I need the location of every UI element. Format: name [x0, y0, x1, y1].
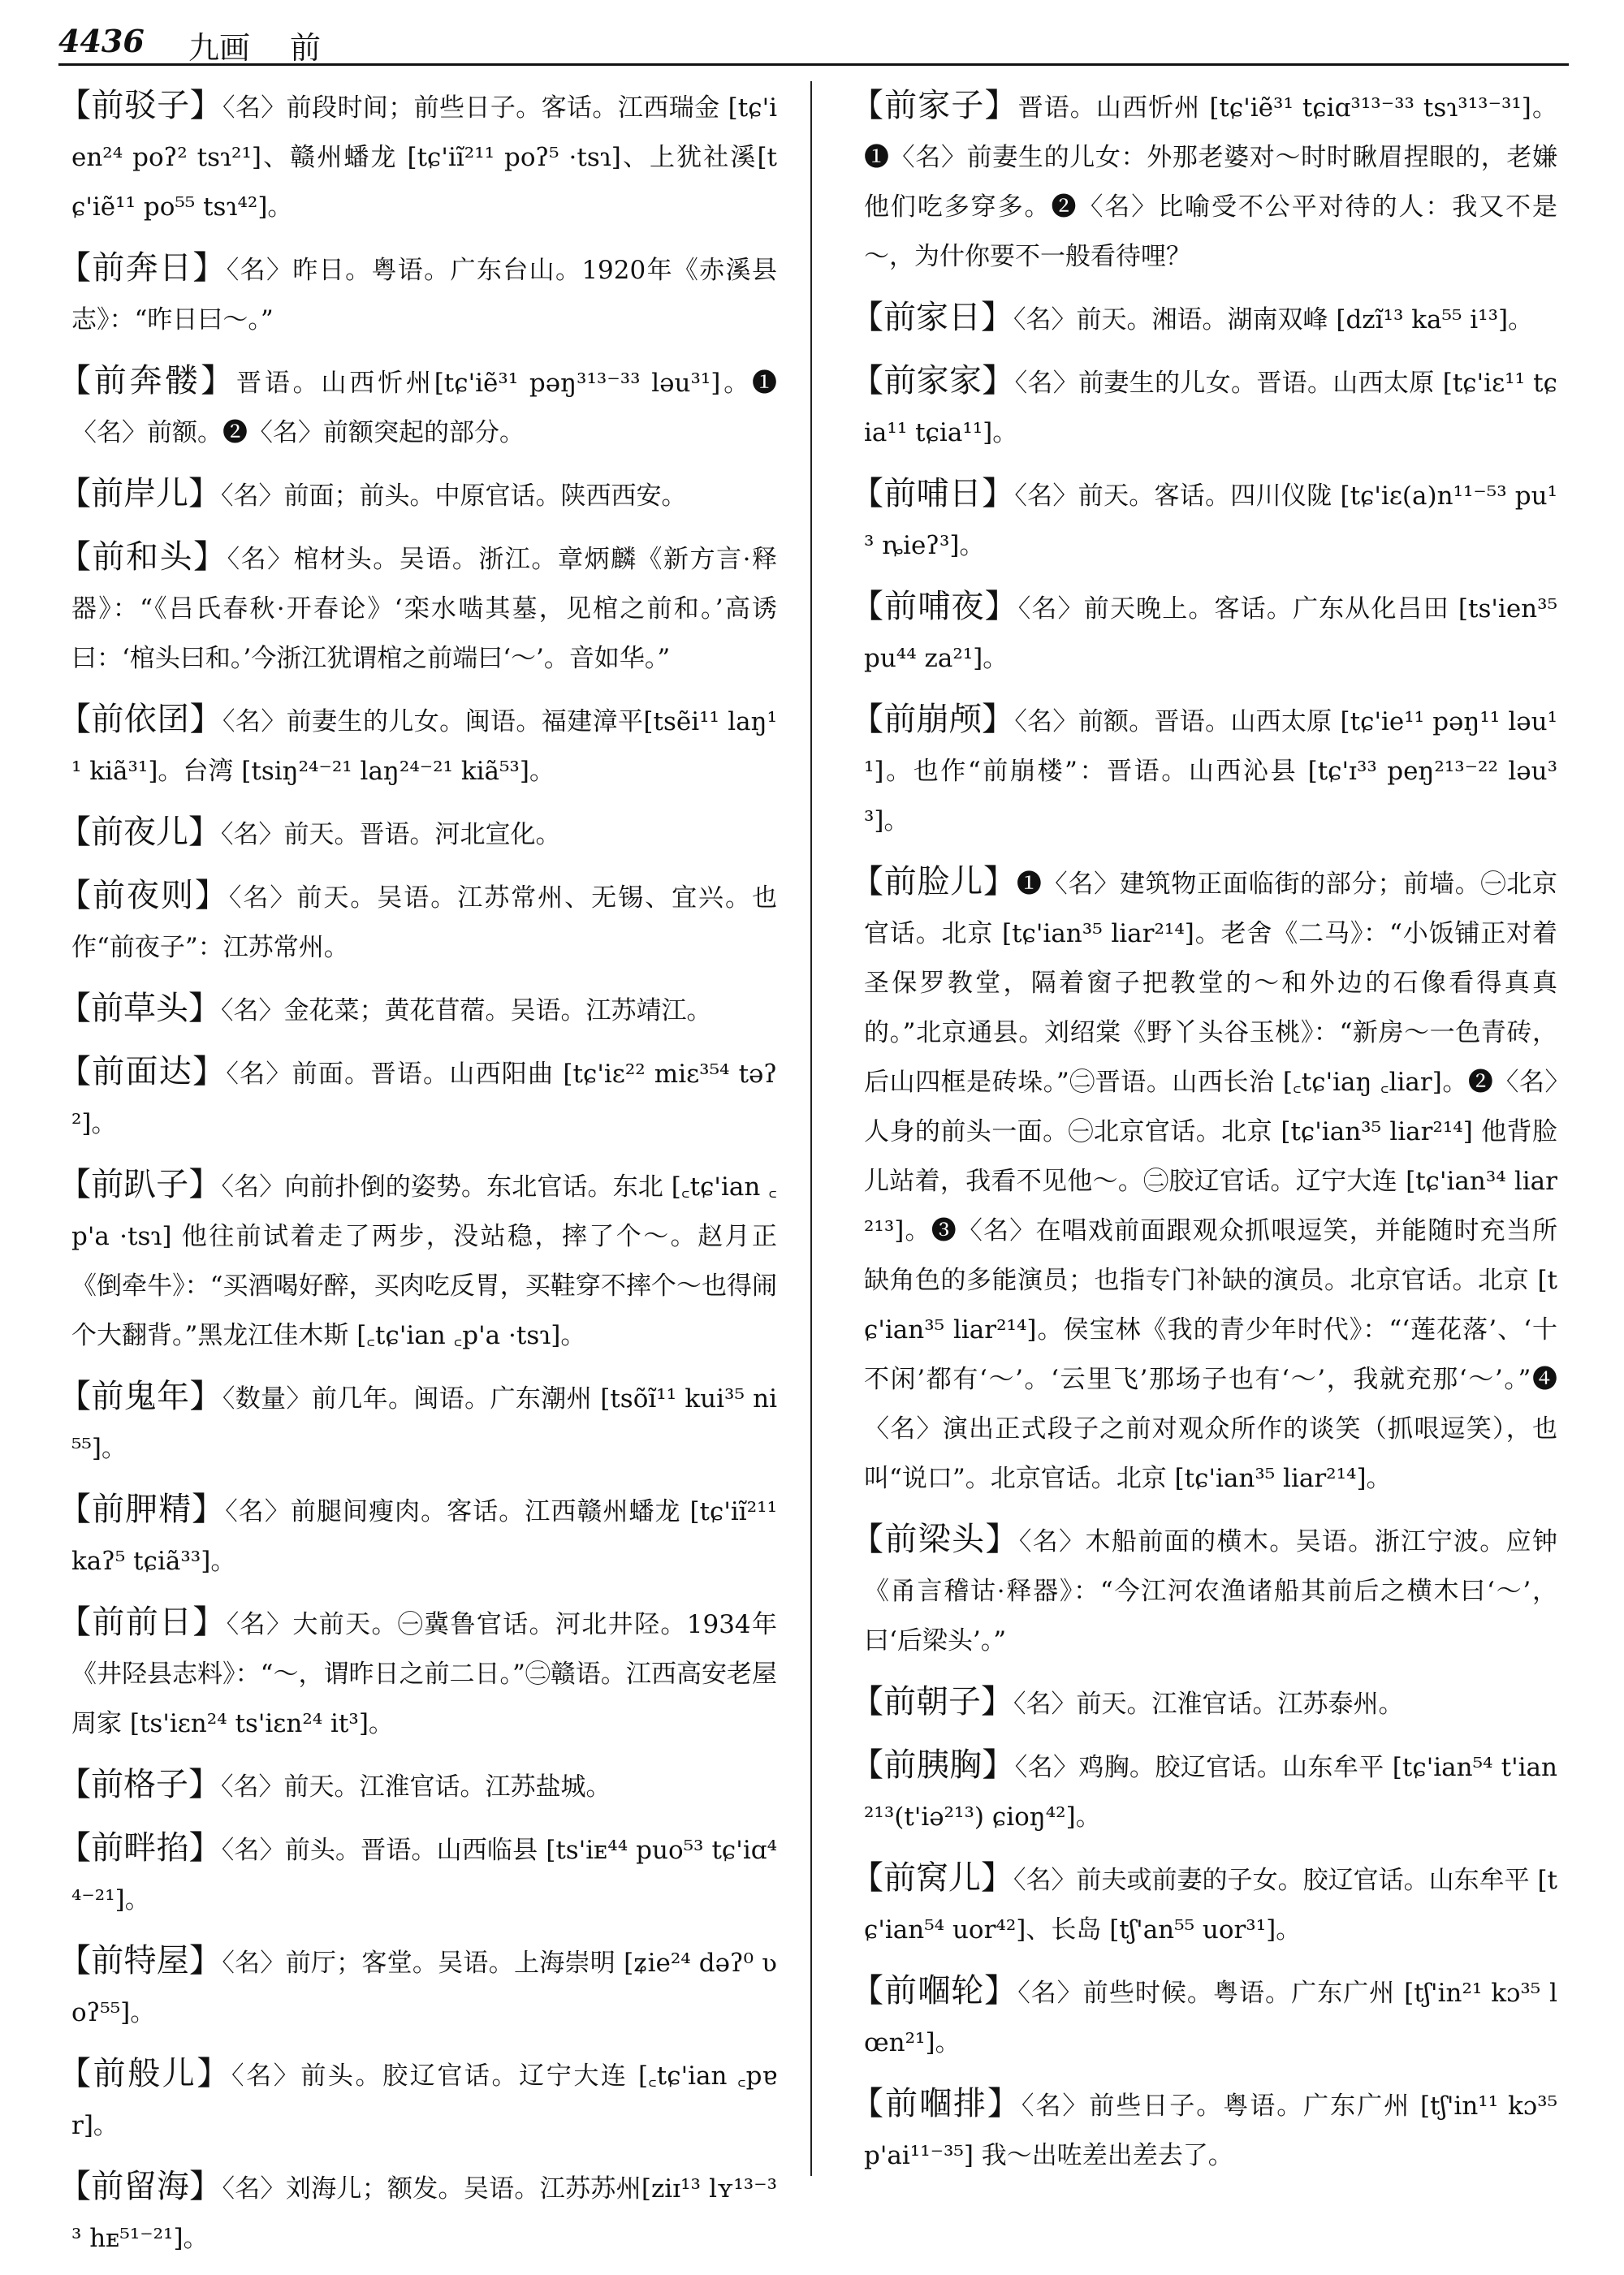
- dictionary-entry: [58, 1760, 777, 1812]
- dictionary-entry: [58, 1372, 777, 1474]
- dictionary-entry: [58, 808, 777, 860]
- entry-definition: 〈名〉前天晚上。客话。广东从化吕田 [ts'ien³⁵ pu⁴⁴ za²¹]。: [864, 594, 1557, 673]
- entry-headword: 【前奔髅】: [58, 362, 237, 399]
- dictionary-entry: [58, 1936, 777, 2038]
- entry-definition: 〈名〉前天。晋语。河北宣化。: [221, 820, 561, 849]
- header-character: 前: [290, 30, 322, 66]
- page-number: 4436: [58, 23, 145, 59]
- entry-headword: 【前岸儿】: [58, 475, 221, 512]
- dictionary-entry: [58, 1160, 777, 1361]
- entry-definition: 〈名〉前面；前头。中原官话。陕西西安。: [221, 481, 687, 511]
- entry-definition: 〈名〉鸡胸。胶辽官话。山东牟平 [tɕ'ian⁵⁴ t'ian²¹³(t'iə²¹³) ɕioŋ⁴²]。: [864, 1753, 1558, 1832]
- entry-definition: 〈名〉前天。吴语。江苏常州、无锡、宜兴。也作“前夜子”：江苏常州。: [71, 883, 778, 962]
- entry-headword: 【前嗰轮】: [851, 1972, 1018, 2010]
- dictionary-entry: [58, 356, 777, 458]
- dictionary-entry: [58, 1598, 777, 1749]
- dictionary-entry: [851, 1515, 1557, 1666]
- dictionary-entry: [851, 1677, 1557, 1729]
- dictionary-entry: [58, 871, 777, 973]
- entry-definition: 〈名〉前头。晋语。山西临县 [ts'iᴇ⁴⁴ puo⁵³ tɕ'iɑ⁴⁴⁻²¹]。: [71, 1836, 777, 1915]
- entry-headword: 【前哺夜】: [851, 588, 1018, 625]
- entry-definition: 〈名〉前腿间瘦肉。客话。江西赣州蟠龙 [tɕ'iĩ²¹¹ kaʔ⁵ tɕiã³³]。: [71, 1497, 777, 1576]
- entry-headword: 【前依囝】: [58, 701, 223, 738]
- entry-definition: 〈名〉金花菜；黄花苜蓿。吴语。江苏靖江。: [221, 996, 712, 1025]
- entry-headword: 【前胛精】: [58, 1491, 226, 1528]
- entry-headword: 【前留海】: [58, 2168, 222, 2205]
- dictionary-entry: [851, 695, 1557, 846]
- entry-headword: 【前和头】: [58, 538, 227, 576]
- entry-headword: 【前格子】: [58, 1766, 221, 1803]
- dictionary-entry: [58, 984, 777, 1036]
- section-title: 九画: [188, 30, 251, 66]
- dictionary-entry: [851, 582, 1557, 684]
- entry-headword: 【前家日】: [851, 299, 1013, 336]
- entry-headword: 【前夜儿】: [58, 814, 221, 851]
- dictionary-entry: [58, 244, 777, 345]
- entry-definition: 〈名〉棺材头。吴语。浙江。章炳麟《新方言·释器》：“《吕氏春秋·开春论》‘栾水啮其墓，见棺之前和。’高诱曰：‘棺头曰和。’今浙江犹谓棺之前端曰‘～’。音如华。”: [71, 545, 777, 673]
- entry-headword: 【前特屋】: [58, 1942, 222, 1979]
- entry-headword: 【前窝儿】: [851, 1859, 1014, 1897]
- entry-definition: 〈名〉前妻生的儿女。晋语。山西太原 [tɕ'iɛ¹¹ tɕia¹¹ tɕia¹¹]。: [864, 369, 1557, 447]
- dictionary-entry: [58, 1485, 777, 1586]
- entry-definition: 〈名〉前额。晋语。山西太原 [tɕ'ie¹¹ pəŋ¹¹ ləu¹¹]。也作“前崩楼”：晋语。山西沁县 [tɕ'ɪ³³ peŋ²¹³⁻²² ləu³³]。: [864, 707, 1558, 835]
- dictionary-entry: [851, 857, 1557, 1504]
- dictionary-entry: [851, 293, 1557, 345]
- entry-headword: 【前驳子】: [58, 87, 222, 124]
- dictionary-entry: [58, 81, 777, 232]
- entry-headword: 【前脸儿】: [851, 863, 1017, 900]
- entry-definition: 〈名〉前天。江淮官话。江苏盐城。: [221, 1772, 611, 1802]
- entry-definition: 〈名〉昨日。粤语。广东台山。1920年《赤溪县志》：“昨日曰～。”: [71, 256, 778, 335]
- entry-headword: 【前趴子】: [58, 1166, 222, 1203]
- entry-definition: 晋语。山西忻州 [tɕ'iẽ³¹ tɕiɑ³¹³⁻³³ tsɿ³¹³⁻³¹]。❶〈名〉前妻生的儿女：外那老婆对～时时瞅眉捏眼的，老嫌他们吃多穿多。❷〈名〉比喻受不公平对待的人：我又不是～，为什你要不一般看待哩？: [864, 93, 1558, 271]
- entry-headword: 【前畔掐】: [58, 1829, 222, 1867]
- dictionary-entry: [851, 1966, 1557, 2068]
- dictionary-entry: [851, 1741, 1557, 1842]
- entry-headword: 【前哺日】: [851, 475, 1015, 512]
- dictionary-entry: [58, 469, 777, 521]
- page-header: [58, 16, 1569, 66]
- dictionary-entry: [58, 695, 777, 796]
- entry-definition: 〈名〉向前扑倒的姿势。东北官话。东北 [꜀tɕ'ian ꜀p'a ·tsɿ] 他往前试着走了两步，没站稳，摔了个～。赵月正《倒牵牛》：“买酒喝好醉，买肉吃反胃，买鞋穿不摔个～也得闹个大翻背。”黑龙江佳木斯 [꜀tɕ'ian ꜀p'a ·tsɿ]。: [71, 1172, 777, 1350]
- entry-definition: 〈数量〉前几年。闽语。广东潮州 [tsõĩ¹¹ kui³⁵ ni⁵⁵]。: [71, 1384, 778, 1463]
- column-divider: [810, 81, 812, 2176]
- entry-definition: 〈名〉前些日子。粤语。广东广州 [tʃ'in¹¹ kɔ³⁵ p'ai¹¹⁻³⁵] 我～出咗差出差去了。: [864, 2092, 1557, 2170]
- entry-headword: 【前奔日】: [58, 249, 227, 287]
- dictionary-entry: [851, 81, 1557, 282]
- dictionary-entry: [851, 356, 1557, 458]
- entry-definition: 〈名〉前天。江淮官话。江苏泰州。: [1013, 1690, 1404, 1719]
- entry-definition: 〈名〉刘海儿；额发。吴语。江苏苏州[ziɪ¹³ lʏ¹³⁻³³ hᴇ⁵¹⁻²¹]。: [71, 2174, 777, 2253]
- entry-headword: 【前夜则】: [58, 877, 229, 914]
- entry-definition: 〈名〉前面。晋语。山西阳曲 [tɕ'iɛ²² miɛ³⁵⁴ təʔ²]。: [71, 1060, 778, 1138]
- entry-headword: 【前嗰排】: [851, 2085, 1021, 2122]
- entry-headword: 【前梁头】: [851, 1521, 1019, 1558]
- dictionary-entry: [58, 2049, 777, 2151]
- entry-headword: 【前般儿】: [58, 2055, 232, 2092]
- entry-headword: 【前前日】: [58, 1604, 227, 1641]
- entry-definition: 〈名〉前天。客话。四川仪陇 [tɕ'iɛ(a)n¹¹⁻⁵³ pu¹³ ȵieʔ³]。: [864, 481, 1557, 560]
- dictionary-entry: [851, 2079, 1557, 2181]
- entry-definition: 〈名〉前段时间；前些日子。客话。江西瑞金 [tɕ'ien²⁴ poʔ² tsɿ²¹]、赣州蟠龙 [tɕ'iĩ²¹¹ poʔ⁵ ·tsɿ]、上犹社溪[tɕ'iẽ¹¹ po⁵⁵ tsɿ⁴²]。: [71, 93, 778, 222]
- entry-definition: 〈名〉大前天。㊀冀鲁官话。河北井陉。1934年《井陉县志料》：“～，谓昨日之前二日。”㊁赣语。江西高安老屋周家 [ts'iɛn²⁴ ts'iɛn²⁴ it³]。: [71, 1610, 778, 1738]
- left-column: [58, 81, 777, 2275]
- dictionary-entry: [851, 1854, 1557, 1955]
- entry-definition: 〈名〉木船前面的横木。吴语。浙江宁波。应钟《甬言稽诂·释器》：“今江河农渔诸船其前后之横木曰‘～’，曰‘后梁头’。”: [864, 1527, 1558, 1656]
- dictionary-entry: [58, 2162, 777, 2264]
- entry-headword: 【前朝子】: [851, 1683, 1013, 1720]
- dictionary-entry: [851, 469, 1557, 571]
- entry-definition: 〈名〉前夫或前妻的子女。胶辽官话。山东牟平 [tɕ'ian⁵⁴ uor⁴²]、长岛 [tʃ'an⁵⁵ uor³¹]。: [864, 1866, 1558, 1945]
- entry-definition: 〈名〉前天。湘语。湖南双峰 [dzĩ¹³ ka⁵⁵ i¹³]。: [1013, 305, 1534, 335]
- entry-headword: 【前家子】: [851, 87, 1018, 124]
- entry-definition: 〈名〉前头。胶辽官话。辽宁大连 [꜀tɕ'ian ꜀pɐr]。: [71, 2061, 777, 2140]
- entry-definition: 〈名〉前厅；客堂。吴语。上海崇明 [ʑie²⁴ dəʔ⁰ ʋoʔ⁵⁵]。: [71, 1949, 777, 2027]
- right-column: [851, 81, 1557, 2192]
- entry-headword: 【前面达】: [58, 1053, 227, 1090]
- entry-headword: 【前草头】: [58, 990, 221, 1027]
- entry-headword: 【前家家】: [851, 362, 1015, 399]
- entry-definition: 〈名〉前些时候。粤语。广东广州 [tʃ'in²¹ kɔ³⁵ lœn²¹]。: [864, 1979, 1558, 2057]
- dictionary-entry: [58, 533, 777, 684]
- entry-definition: ❶〈名〉建筑物正面临街的部分；前墙。㊀北京官话。北京 [tɕ'ian³⁵ liar²¹⁴]。老舍《二马》：“小饭铺正对着圣保罗教堂，隔着窗子把教堂的～和外边的石像看得真真的。”北京通县。刘绍棠《野丫头谷玉桃》：“新房～一色青砖，后山四框是砖垛。”㊁晋语。山西长治 [꜀tɕ'iaŋ ꜀liar]。❷〈名〉人身的前头一面。㊀北京官话。北京 [tɕ'ian³⁵ liar²¹⁴] 他背脸儿站着，我看不见他～。㊁胶辽官话。辽宁大连 [tɕ'ian³⁴ liar²¹³]。❸〈名〉在唱戏前面跟观众抓哏逗笑，并能随时充当所缺角色的多能演员；也指专门补缺的演员。北京官话。北京 [tɕ'ian³⁵ liar²¹⁴]。侯宝林《我的青少年时代》：“‘莲花落’、‘十不闲’都有‘～’。‘云里飞’那场子也有‘～’，我就充那‘～’。”❹〈名〉演出正式段子之前对观众所作的谈笑（抓哏逗笑），也叫“说口”。北京官话。北京 [tɕ'ian³⁵ liar²¹⁴]。: [864, 870, 1558, 1493]
- entry-headword: 【前崩颅】: [851, 701, 1015, 738]
- entry-definition: 〈名〉前妻生的儿女。闽语。福建漳平[tsẽi¹¹ laŋ¹¹ kiã³¹]。台湾 [tsiŋ²⁴⁻²¹ laŋ²⁴⁻²¹ kiã⁵³]。: [71, 707, 778, 786]
- dictionary-entry: [58, 1047, 777, 1149]
- entry-definition: 晋语。山西忻州[tɕ'iẽ³¹ pəŋ³¹³⁻³³ ləu³¹]。❶〈名〉前额。❷〈名〉前额突起的部分。: [71, 369, 778, 447]
- dictionary-entry: [58, 1824, 777, 1925]
- entry-headword: 【前胰胸】: [851, 1746, 1015, 1784]
- entry-headword: 【前鬼年】: [58, 1378, 222, 1415]
